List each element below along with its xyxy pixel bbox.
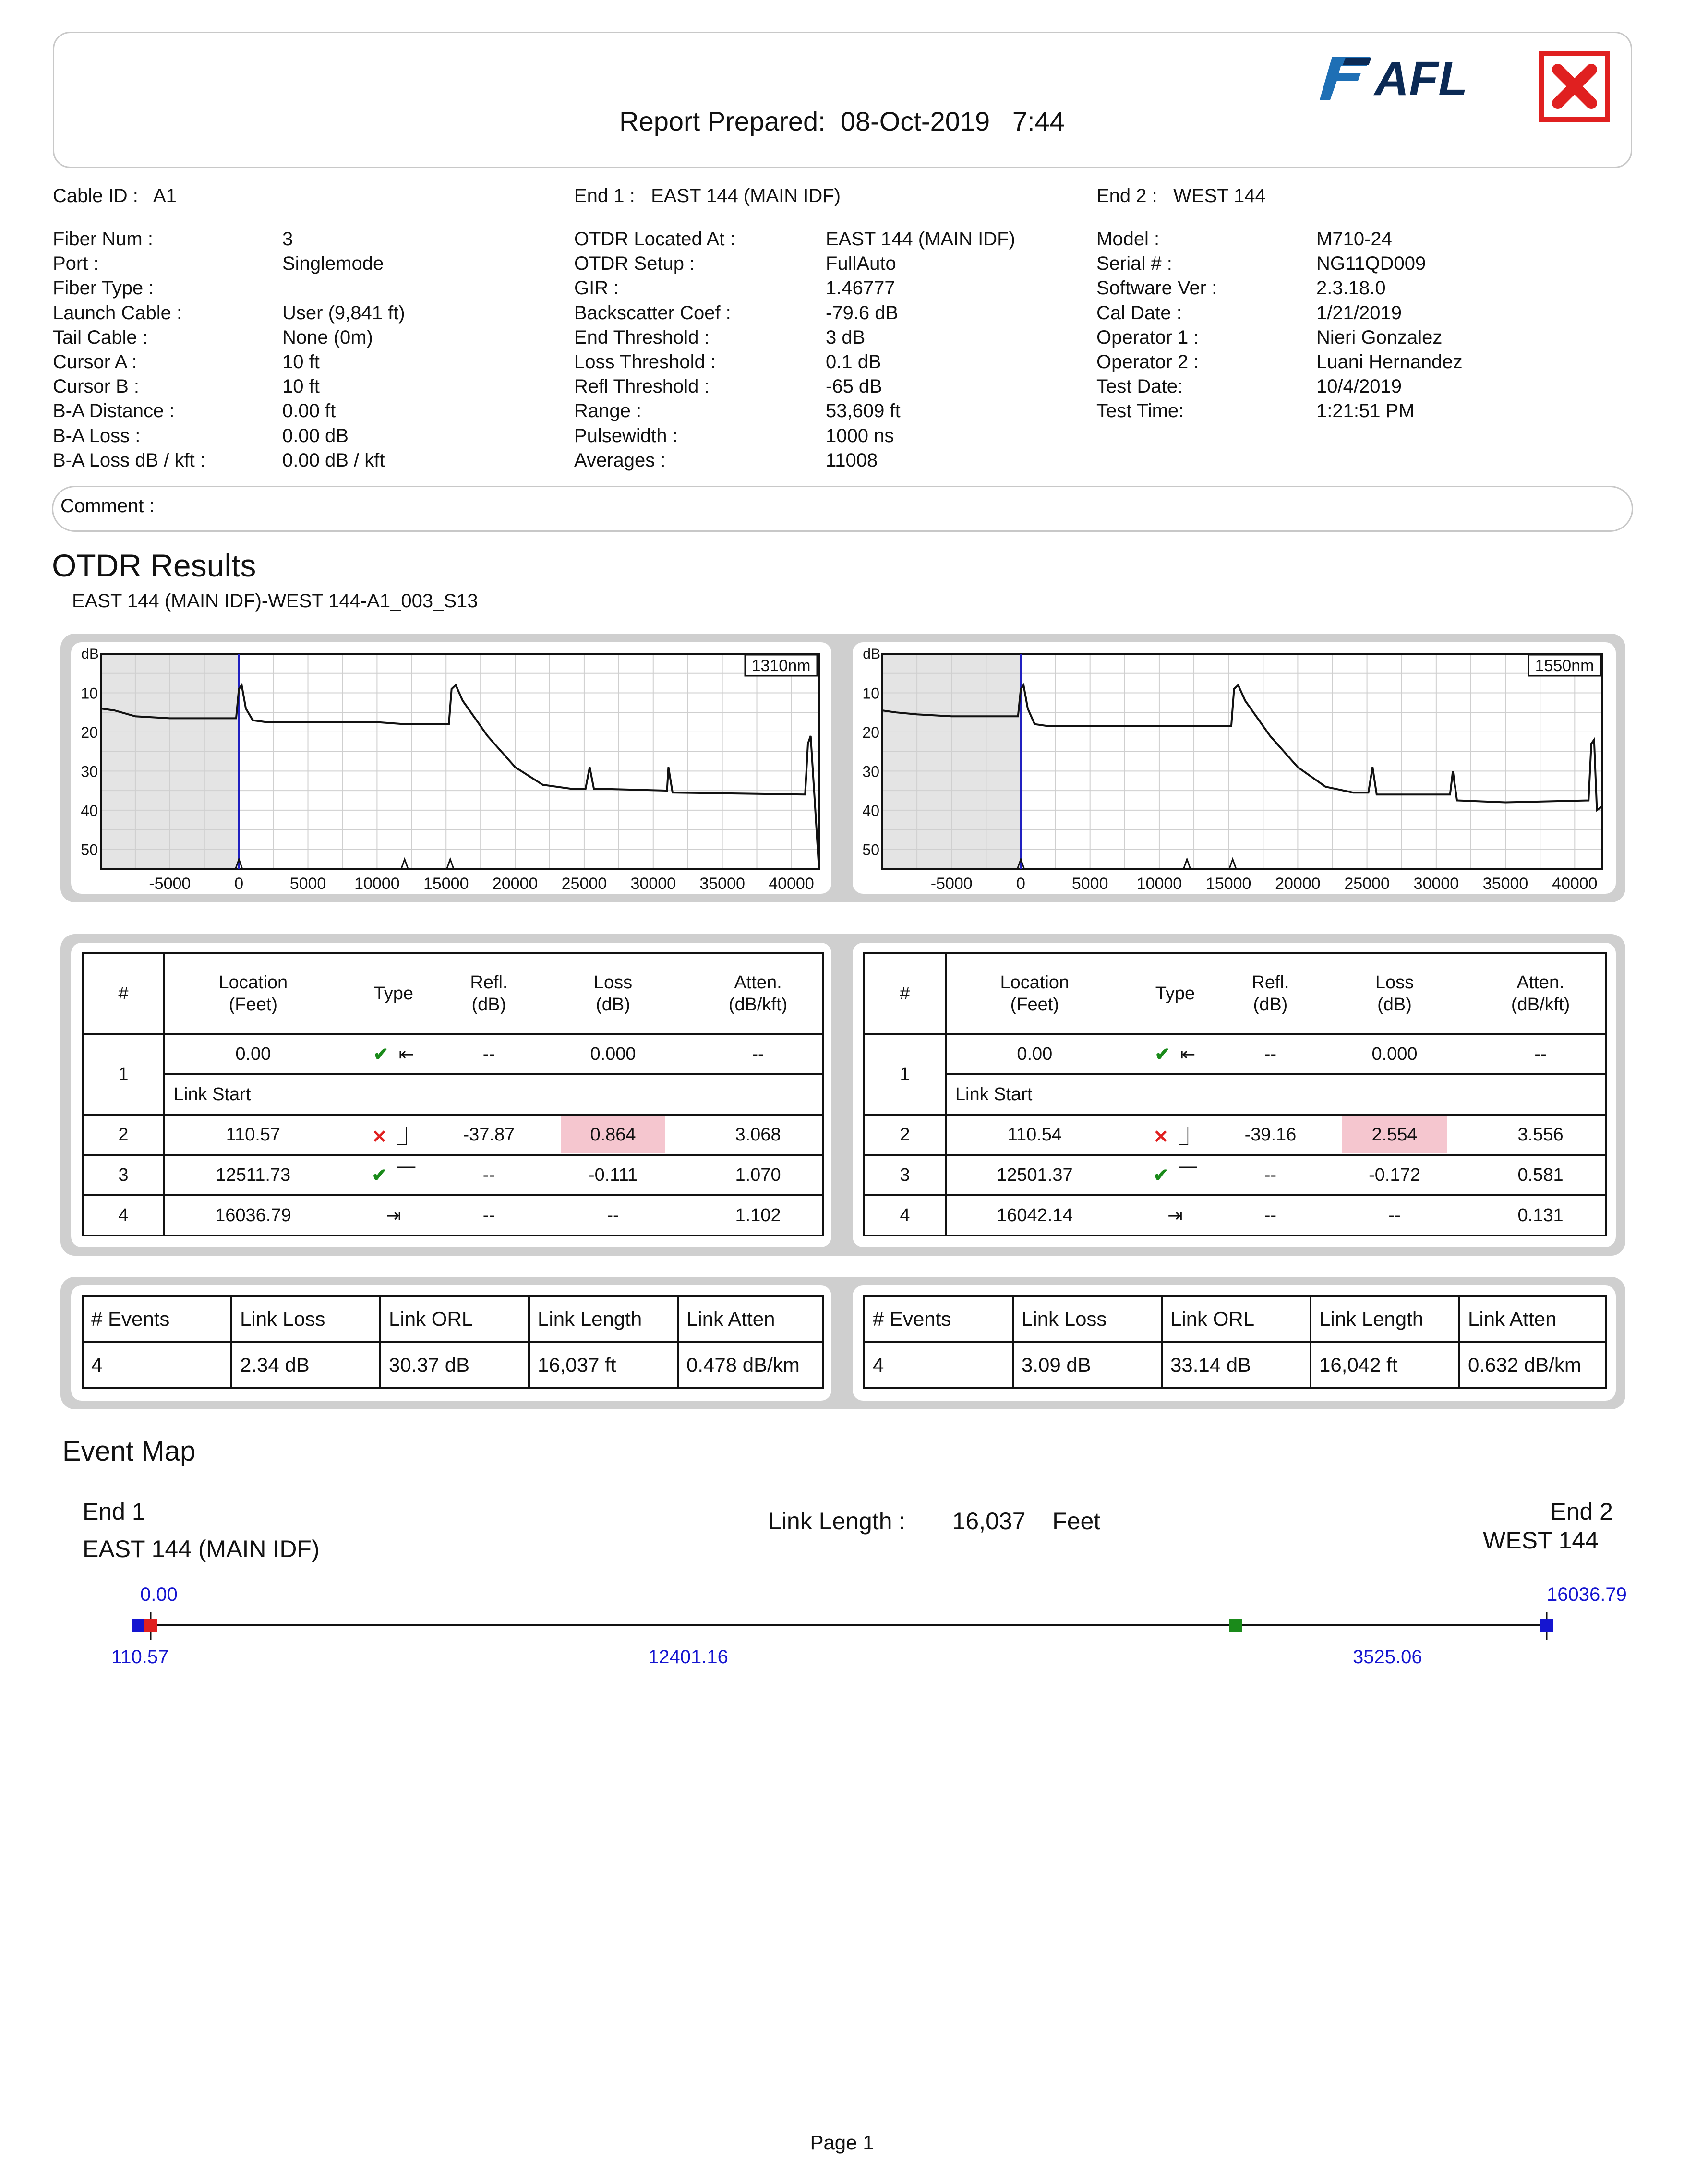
reflective-event-icon: ⏌ (1179, 1127, 1197, 1147)
col-num: # (864, 953, 946, 1034)
info-label: Test Date: (1096, 376, 1183, 397)
info-label: Operator 1 : (1096, 326, 1199, 348)
info-label: B-A Loss dB / kft : (53, 449, 205, 471)
report-prepared: Report Prepared: 08-Oct-2019 7:44 (619, 106, 1065, 136)
x-tick-label: -5000 (149, 875, 191, 893)
info-value: 0.00 dB / kft (282, 449, 385, 471)
col-refl: Refl. (dB) (1227, 953, 1313, 1034)
info-label: Fiber Num : (53, 228, 153, 250)
info-label: Model : (1096, 228, 1160, 250)
results-title: OTDR Results (52, 548, 256, 583)
legend-label: 1310nm (751, 657, 811, 675)
info-value: 2.3.18.0 (1316, 277, 1386, 299)
pass-check-icon: ✔ (1155, 1044, 1170, 1065)
y-tick-label: 20 (862, 723, 879, 741)
map-start-marker (132, 1619, 146, 1632)
table-row-note: Link Start (864, 1074, 1606, 1115)
table-row: 4 16036.79 ⇥ -- -- 1.102 (83, 1195, 823, 1236)
x-tick-label: 0 (1016, 875, 1025, 893)
info-value: Nieri Gonzalez (1316, 326, 1443, 348)
map-start-value: 0.00 (140, 1584, 178, 1605)
col-location: Location (Feet) (946, 953, 1123, 1034)
info-value: 1.46777 (826, 277, 895, 299)
col-type: Type (1123, 953, 1227, 1034)
col-type: Type (341, 953, 446, 1034)
map-end-marker (1540, 1619, 1553, 1632)
map-end1-label: End 1 (83, 1498, 145, 1525)
x-tick-label: 15000 (423, 875, 469, 893)
info-value: 1/21/2019 (1316, 302, 1402, 324)
map-end2-name: WEST 144 (1483, 1527, 1599, 1554)
end2-info: End 2 : WEST 144 (1096, 185, 1266, 206)
summary-table-1550: # Events Link Loss Link ORL Link Length Link Atten 4 3.09 dB 33.14 dB 16,042 ft 0.632 dB/km (863, 1295, 1607, 1389)
info-value: -65 dB (826, 376, 882, 397)
info-label: Refl Threshold : (574, 376, 710, 397)
afl-logo (1318, 48, 1481, 106)
event-type-cell (341, 1195, 446, 1236)
table-row: 3 12511.73 ✔ ⎺ -- -0.111 1.070 (83, 1155, 823, 1195)
info-label: B-A Loss : (53, 425, 141, 446)
info-value: User (9,841 ft) (282, 302, 405, 324)
table-row: 3 12501.37 ✔ ⎺ -- -0.172 0.581 (864, 1155, 1606, 1195)
event-table-1310 (82, 952, 824, 1236)
info-value: 53,609 ft (826, 400, 901, 422)
map-event2-marker (144, 1619, 157, 1632)
col-atten: Atten. (dB/kft) (694, 953, 823, 1034)
end1-info: End 1 : EAST 144 (MAIN IDF) (574, 185, 841, 206)
table-row: 4 16042.14 ⇥ -- -- 0.131 (864, 1195, 1606, 1236)
event-marker (401, 859, 408, 869)
launch-start-icon: ⇤ (398, 1044, 414, 1065)
x-tick-label: 20000 (492, 875, 538, 893)
col-num: # (83, 953, 164, 1034)
y-tick-label: 40 (862, 802, 879, 819)
x-tick-label: 30000 (630, 875, 676, 893)
event-marker (1229, 859, 1236, 869)
col-loss: Loss (dB) (1313, 953, 1476, 1034)
map-end1-name: EAST 144 (MAIN IDF) (83, 1536, 320, 1562)
summary-table-1310: # Events Link Loss Link ORL Link Length Link Atten 4 2.34 dB 30.37 dB 16,037 ft 0.478 dB/km (82, 1295, 824, 1389)
info-value: M710-24 (1316, 228, 1392, 250)
info-label: Cal Date : (1096, 302, 1182, 324)
x-tick-label: 40000 (1552, 875, 1598, 893)
x-tick-label: 5000 (289, 875, 326, 893)
launch-start-icon: ⇤ (1180, 1044, 1196, 1065)
info-value: 0.00 dB (282, 425, 349, 446)
event-marker (1184, 859, 1191, 869)
loss-cell-highlight: 2.554 (1313, 1115, 1476, 1155)
table-row: 2 110.54 ✕ ⏌ -39.16 2.554 3.556 (864, 1115, 1606, 1155)
pass-check-icon: ✔ (1153, 1165, 1169, 1186)
y-tick-label: 10 (81, 684, 98, 702)
event-type-cell (1123, 1155, 1227, 1195)
info-label: GIR : (574, 277, 619, 299)
y-axis-label: dB (863, 646, 880, 662)
event-type-cell (341, 1115, 446, 1155)
pass-check-icon: ✔ (372, 1165, 387, 1186)
y-tick-label: 30 (862, 763, 879, 780)
comment-box (52, 486, 1633, 532)
event-map-line (120, 1603, 1570, 1646)
reflective-event-icon: ⏌ (397, 1127, 416, 1147)
gain-event-icon: ⎺ (1179, 1165, 1197, 1186)
x-tick-label: 15000 (1205, 875, 1251, 893)
info-value: 0.1 dB (826, 351, 881, 372)
info-value: EAST 144 (MAIN IDF) (826, 228, 1015, 250)
col-atten: Atten. (dB/kft) (1476, 953, 1606, 1034)
fail-cross-icon: ✕ (1153, 1127, 1169, 1147)
x-tick-label: 0 (234, 875, 244, 893)
col-location: Location (Feet) (164, 953, 341, 1034)
info-label: Backscatter Coef : (574, 302, 731, 324)
info-value: 10/4/2019 (1316, 376, 1402, 397)
table-row-note: Link Start (83, 1074, 823, 1115)
event-marker (447, 859, 454, 869)
map-segment2-value: 3525.06 (1353, 1646, 1422, 1668)
info-value: FullAuto (826, 253, 896, 275)
event-type-cell (341, 1155, 446, 1195)
col-loss: Loss (dB) (532, 953, 694, 1034)
map-end-value: 16036.79 (1547, 1584, 1627, 1605)
info-value: 1:21:51 PM (1316, 400, 1415, 422)
x-tick-label: 25000 (1344, 875, 1390, 893)
fiber-end-icon: ⇥ (1167, 1205, 1183, 1226)
y-tick-label: 50 (81, 841, 98, 859)
results-subtitle: EAST 144 (MAIN IDF)-WEST 144-A1_003_S13 (72, 590, 478, 612)
otdr-trace-1550-chart (853, 642, 1616, 894)
map-event3-marker (1229, 1619, 1242, 1632)
x-tick-label: 10000 (1136, 875, 1182, 893)
table-row: 1 0.00 ✔ ⇤ -- 0.000 -- (83, 1034, 823, 1074)
info-label: End Threshold : (574, 326, 710, 348)
info-label: Port : (53, 253, 99, 275)
info-label: Cursor B : (53, 376, 140, 397)
info-label: OTDR Setup : (574, 253, 695, 275)
info-value: Singlemode (282, 253, 384, 275)
x-tick-label: -5000 (930, 875, 973, 893)
info-value: 1000 ns (826, 425, 894, 446)
info-label: Software Ver : (1096, 277, 1217, 299)
svg-text:AFL: AFL (1374, 52, 1468, 106)
y-tick-label: 10 (862, 684, 879, 702)
otdr-trace-1310-chart (71, 642, 831, 894)
loss-cell-highlight: 0.864 (532, 1115, 694, 1155)
event-type-cell (1123, 1115, 1227, 1155)
x-tick-label: 25000 (561, 875, 607, 893)
x-tick-label: 35000 (699, 875, 745, 893)
info-label: Range : (574, 400, 642, 422)
info-value: 11008 (826, 449, 878, 471)
info-value: 0.00 ft (282, 400, 336, 422)
table-row: 1 0.00 ✔ ⇤ -- 0.000 -- (864, 1034, 1606, 1074)
fiber-end-icon: ⇥ (385, 1205, 401, 1226)
info-value: 3 (282, 228, 293, 250)
x-tick-label: 5000 (1071, 875, 1108, 893)
cable-id: Cable ID : A1 (53, 185, 177, 206)
map-segment1-value: 12401.16 (648, 1646, 728, 1668)
y-tick-label: 50 (862, 841, 879, 859)
map-end2-label: End 2 (1550, 1498, 1613, 1525)
info-label: B-A Distance : (53, 400, 175, 422)
event-type-cell (1123, 1195, 1227, 1236)
info-value: NG11QD009 (1316, 253, 1426, 275)
event-type-cell (341, 1034, 446, 1074)
info-label: Serial # : (1096, 253, 1172, 275)
info-label: Launch Cable : (53, 302, 182, 324)
x-tick-label: 35000 (1482, 875, 1528, 893)
y-tick-label: 40 (81, 802, 98, 819)
info-label: Tail Cable : (53, 326, 148, 348)
col-refl: Refl. (dB) (446, 953, 532, 1034)
event-type-cell (1123, 1034, 1227, 1074)
info-value: -79.6 dB (826, 302, 899, 324)
info-label: Loss Threshold : (574, 351, 716, 372)
info-label: Test Time: (1096, 400, 1184, 422)
x-tick-label: 10000 (354, 875, 400, 893)
info-label: Fiber Type : (53, 277, 154, 299)
x-tick-label: 40000 (769, 875, 814, 893)
info-value: None (0m) (282, 326, 373, 348)
info-value: Luani Hernandez (1316, 351, 1463, 372)
info-label: Pulsewidth : (574, 425, 678, 446)
comment-label: Comment : (60, 495, 155, 516)
info-value: 10 ft (282, 376, 320, 397)
fail-x-icon (1539, 50, 1611, 122)
y-axis-label: dB (81, 646, 99, 662)
info-label: Operator 2 : (1096, 351, 1199, 372)
legend-label: 1550nm (1535, 657, 1594, 675)
x-tick-label: 30000 (1413, 875, 1459, 893)
event-map-title: Event Map (62, 1436, 196, 1467)
info-value: 3 dB (826, 326, 866, 348)
gain-event-icon: ⎺ (397, 1165, 416, 1186)
event-table-1550 (863, 952, 1607, 1236)
x-tick-label: 20000 (1275, 875, 1321, 893)
map-link-length: Link Length : 16,037 Feet (768, 1508, 1101, 1535)
table-row: 2 110.57 ✕ ⏌ -37.87 0.864 3.068 (83, 1115, 823, 1155)
y-tick-label: 30 (81, 763, 98, 780)
info-value: 10 ft (282, 351, 320, 372)
fail-cross-icon: ✕ (372, 1127, 387, 1147)
y-tick-label: 20 (81, 723, 98, 741)
pass-check-icon: ✔ (373, 1044, 389, 1065)
page-number: Page 1 (810, 2131, 874, 2154)
info-label: OTDR Located At : (574, 228, 735, 250)
map-event2-value: 110.57 (111, 1646, 169, 1668)
info-label: Cursor A : (53, 351, 137, 372)
info-label: Averages : (574, 449, 666, 471)
